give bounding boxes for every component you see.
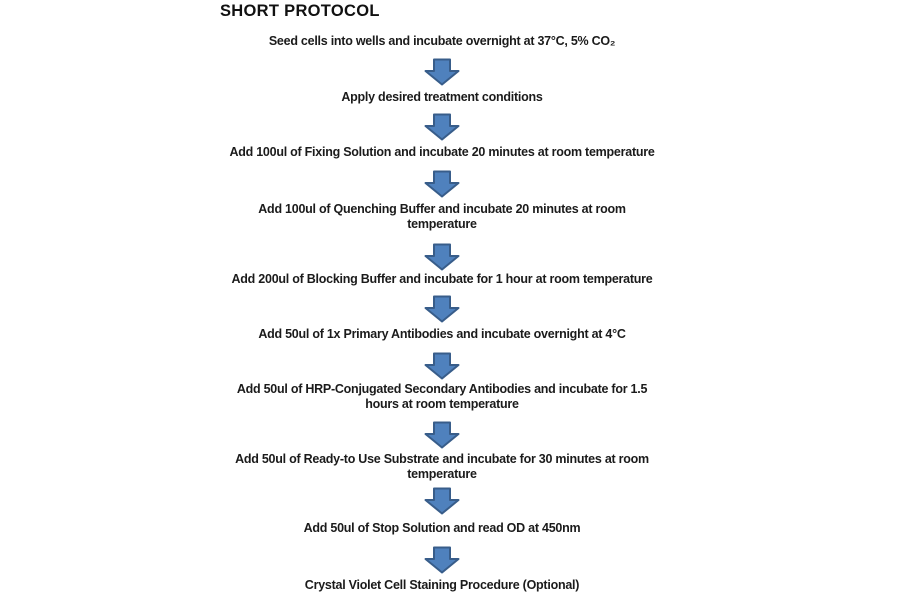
down-arrow-icon	[424, 546, 460, 574]
step-text: temperature	[407, 217, 477, 231]
step-text: Crystal Violet Cell Staining Procedure (Optional)	[304, 578, 580, 592]
step-text: Add 100ul of Fixing Solution and incubate 20 minutes at room temperature	[229, 145, 655, 159]
protocol-step-5	[0, 272, 884, 287]
page-title: SHORT PROTOCOL	[220, 2, 380, 20]
step-text: temperature	[407, 467, 477, 481]
down-arrow-icon	[424, 421, 460, 449]
down-arrow-icon	[424, 170, 460, 198]
step-text: Seed cells into wells and incubate overnight at 37°C, 5% CO₂	[268, 34, 616, 48]
step-text: hours at room temperature	[365, 397, 519, 411]
step-text: Add 200ul of Blocking Buffer and incubate for 1 hour at room temperature	[231, 272, 653, 286]
step-text: Add 50ul of HRP-Conjugated Secondary Antibodies and incubate for 1.5	[236, 382, 648, 396]
protocol-step-4	[0, 202, 884, 232]
protocol-step-8	[0, 452, 884, 482]
down-arrow-icon	[424, 295, 460, 323]
step-text: Add 50ul of Ready-to Use Substrate and incubate for 30 minutes at room	[235, 452, 649, 466]
down-arrow-icon	[424, 113, 460, 141]
protocol-step-3	[0, 145, 884, 160]
step-text: Add 50ul of Stop Solution and read OD at 450nm	[303, 521, 581, 535]
protocol-step-10	[0, 578, 884, 593]
protocol-step-6	[0, 327, 884, 342]
protocol-step-9	[0, 521, 884, 536]
protocol-step-1	[0, 34, 884, 49]
step-text: Apply desired treatment conditions	[341, 90, 543, 104]
step-text: Add 100ul of Quenching Buffer and incubate 20 minutes at room	[258, 202, 626, 216]
protocol-step-2	[0, 90, 884, 105]
step-text: Add 50ul of 1x Primary Antibodies and incubate overnight at 4°C	[258, 327, 626, 341]
down-arrow-icon	[424, 352, 460, 380]
down-arrow-icon	[424, 58, 460, 86]
down-arrow-icon	[424, 243, 460, 271]
protocol-step-7	[0, 382, 884, 412]
down-arrow-icon	[424, 487, 460, 515]
